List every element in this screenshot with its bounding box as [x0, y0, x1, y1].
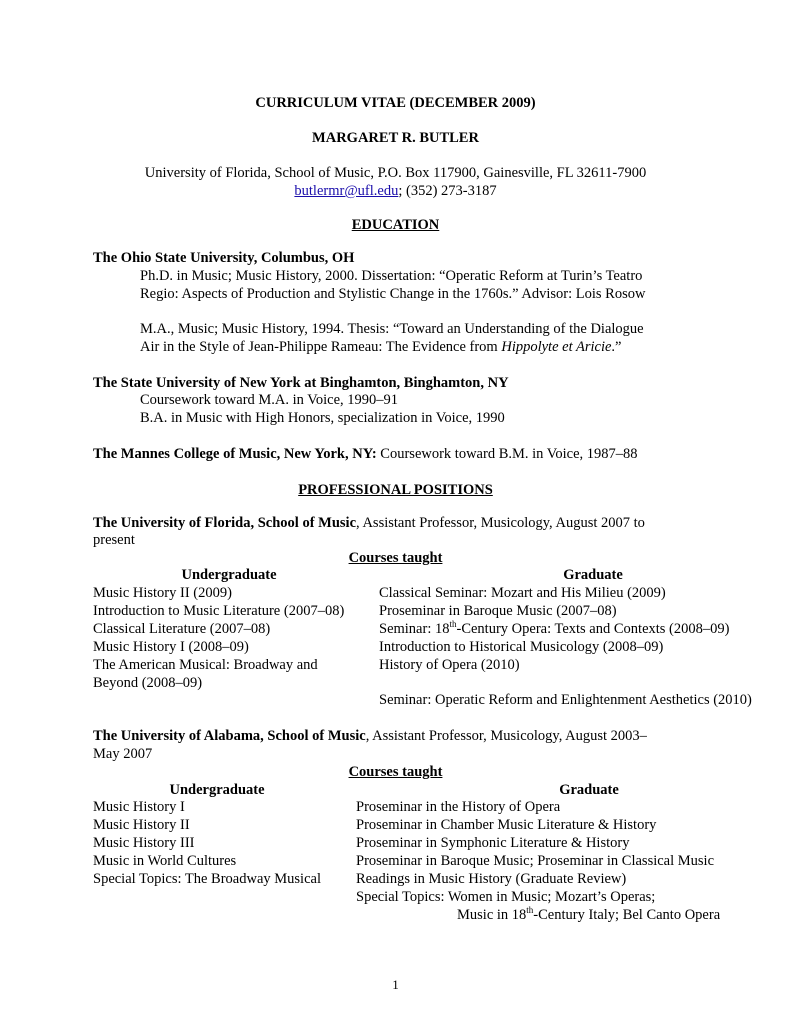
florida-undergrad-course: Introduction to Music Literature (2007–08) — [93, 603, 345, 619]
address-line: University of Florida, School of Music, P.O. Box 117900, Gainesville, FL 32611-7900 — [144, 165, 647, 181]
alabama-undergrad-course: Music in World Cultures — [93, 853, 237, 869]
alabama-position — [93, 727, 647, 745]
florida-detail: , Assistant Professor, Musicology, August 2007 to — [356, 515, 645, 531]
alabama-undergrad-course: Music History II — [93, 817, 190, 833]
osu-ma-line1: M.A., Music; Music History, 1994. Thesis: “Toward an Understanding of the Dialogue — [140, 321, 644, 337]
florida-undergrad-course: Music History II (2009) — [93, 585, 232, 601]
florida-institution: The University of Florida, School of Music — [93, 515, 357, 531]
alabama-undergrad-course: Special Topics: The Broadway Musical — [93, 871, 321, 887]
osu-ma-line2 — [140, 338, 621, 356]
alabama-grad-course: Proseminar in Baroque Music; Proseminar in Classical Music — [356, 853, 715, 869]
florida-grad-course — [379, 620, 729, 638]
alabama-grad-heading: Graduate — [559, 782, 619, 798]
alabama-courses-heading: Courses taught — [348, 764, 443, 780]
email-link[interactable]: butlermr@ufl.edu — [294, 183, 399, 199]
suny-institution: The State University of New York at Binghamton, Binghamton, NY — [93, 375, 509, 391]
positions-heading: PROFESSIONAL POSITIONS — [298, 482, 493, 498]
alabama-grad-course-cont — [457, 906, 720, 924]
florida-grad-seminar-sup: th — [449, 619, 457, 630]
florida-grad-seminar-post: -Century Opera: Texts and Contexts (2008–09) — [456, 621, 730, 637]
florida-undergrad-course: The American Musical: Broadway and — [93, 657, 318, 673]
florida-undergrad-course: Classical Literature (2007–08) — [93, 621, 271, 637]
florida-undergrad-heading: Undergraduate — [181, 567, 277, 583]
florida-undergrad-course: Music History I (2008–09) — [93, 639, 249, 655]
alabama-grad-last-post: -Century Italy; Bel Canto Opera — [533, 907, 721, 923]
person-name: MARGARET R. BUTLER — [312, 130, 479, 146]
mannes-entry — [93, 445, 638, 463]
alabama-grad-last-sup: th — [526, 905, 534, 916]
phone-number: ; (352) 273-3187 — [398, 183, 497, 199]
osu-phd-line1: Ph.D. in Music; Music History, 2000. Dissertation: “Operatic Reform at Turin’s Teatro — [140, 268, 643, 284]
florida-courses-heading: Courses taught — [348, 550, 443, 566]
alabama-grad-course: Proseminar in the History of Opera — [356, 799, 561, 815]
florida-grad-course: History of Opera (2010) — [379, 657, 520, 673]
florida-detail-cont: present — [93, 532, 135, 548]
alabama-grad-course: Proseminar in Symphonic Literature & History — [356, 835, 630, 851]
alabama-detail: , Assistant Professor, Musicology, August 2003– — [365, 728, 647, 744]
alabama-undergrad-heading: Undergraduate — [169, 782, 265, 798]
florida-grad-seminar-pre: Seminar: 18 — [379, 621, 450, 637]
florida-grad-course: Introduction to Historical Musicology (2008–09) — [379, 639, 664, 655]
suny-line2: B.A. in Music with High Honors, specialization in Voice, 1990 — [140, 410, 505, 426]
florida-grad-course: Proseminar in Baroque Music (2007–08) — [379, 603, 617, 619]
florida-grad-course: Seminar: Operatic Reform and Enlightenment Aesthetics (2010) — [379, 692, 752, 708]
osu-ma-line2-end: .” — [611, 339, 622, 355]
florida-grad-heading: Graduate — [563, 567, 623, 583]
contact-line — [0, 182, 791, 200]
alabama-undergrad-course: Music History I — [93, 799, 185, 815]
alabama-grad-course: Special Topics: Women in Music; Mozart’s Operas; — [356, 889, 656, 905]
florida-undergrad-course-cont: Beyond (2008–09) — [93, 675, 203, 691]
osu-institution: The Ohio State University, Columbus, OH — [93, 250, 355, 266]
mannes-institution: The Mannes College of Music, New York, NY: — [93, 446, 377, 462]
florida-position — [93, 514, 645, 532]
osu-phd-line2: Regio: Aspects of Production and Stylistic Change in the 1760s.” Advisor: Lois Rosow — [140, 286, 646, 302]
alabama-detail-cont: May 2007 — [93, 746, 153, 762]
thesis-work-title: Hippolyte et Aricie — [501, 339, 612, 355]
alabama-grad-course: Readings in Music History (Graduate Review) — [356, 871, 627, 887]
education-heading: EDUCATION — [351, 217, 440, 233]
alabama-institution: The University of Alabama, School of Music — [93, 728, 366, 744]
alabama-grad-course: Proseminar in Chamber Music Literature & History — [356, 817, 657, 833]
suny-line1: Coursework toward M.A. in Voice, 1990–91 — [140, 392, 399, 408]
page-number: 1 — [392, 977, 399, 992]
mannes-detail: Coursework toward B.M. in Voice, 1987–88 — [376, 446, 638, 462]
alabama-undergrad-course: Music History III — [93, 835, 195, 851]
cv-title: CURRICULUM VITAE (DECEMBER 2009) — [255, 95, 536, 111]
osu-ma-line2-text: Air in the Style of Jean-Philippe Rameau: The Evidence from — [140, 339, 502, 355]
florida-grad-course: Classical Seminar: Mozart and His Milieu (2009) — [379, 585, 666, 601]
alabama-grad-last-pre: Music in 18 — [457, 907, 527, 923]
